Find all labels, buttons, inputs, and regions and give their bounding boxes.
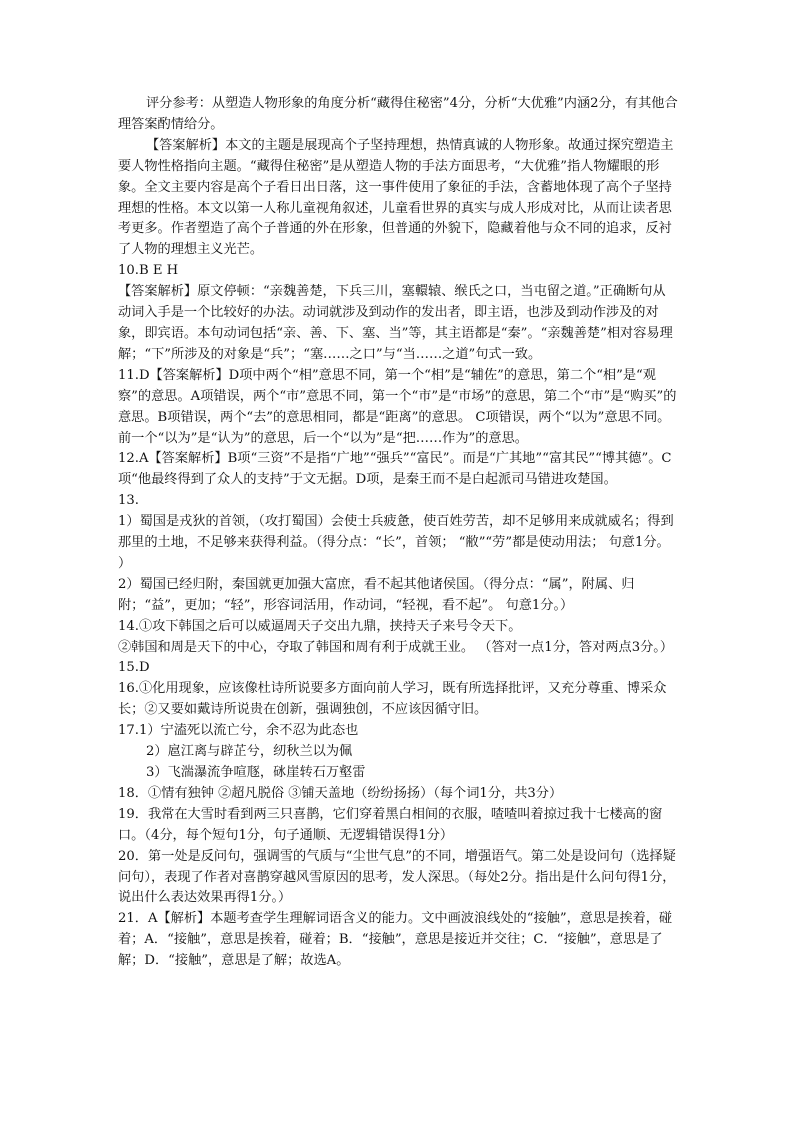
answer-17-line-1: 17.1）宁溘死以流亡兮，余不忍为此态也 [118, 723, 359, 739]
answer-analysis-10: 【答案解析】原文停顿：“亲魏善楚，下兵三川，塞轘辕、缑氏之口，当屯留之道。”正确断句从动词入手是一个比较好的办法。动词就涉及到动作的发出者，即主语，也涉及到动作涉及的对象，即宾语。本句动词包括“亲、善、下、塞、当”等，其主语都是“秦”。“亲魏善楚”相对容易理解；“下”所涉及的对象是“兵”；“塞……之口”与“当……之道”句式一致。 [118, 284, 673, 362]
answer-13-part-2: 2）蜀国已经归附，秦国就更加强大富庶，看不起其他诸侯国。（得分点：“属”，附属、归附；“益”，更加；“轻”，形容词活用，作动词，“轻视，看不起”。 句意1分。） [118, 576, 635, 613]
answer-14-point-1: 14.①攻下韩国之后可以威逼周天子交出九鼎，挟持天子来号令天下。 [118, 618, 522, 634]
answer-21: 21．A【解析】本题考查学生理解词语含义的能力。文中画波浪线处的“接触”，意思是挨着，碰着；A．“接触”，意思是挨着，碰着；B．“接触”，意思是接近并交往；C．“接触”，意思是了解；D．“接触”，意思是了解；故选A。 [118, 911, 673, 969]
answer-12: 12.A【答案解析】B项“三资”不是指“广地”“强兵”“富民”。而是“广其地”“富其民”“博其德”。C项“他最终得到了众人的支持”于文无据。D项，是秦王而不是白起派司马错进攻楚国。 [118, 451, 672, 488]
answer-analysis-9: 【答案解析】本文的主题是展现高个子坚持理想，热情真诚的人物形象。故通过探究塑造主要人物性格指向主题。“藏得住秘密”是从塑造人物的手法方面思考，“大优雅”指人物耀眼的形象。全文主要内容是高个子看日出日落，这一事件使用了象征的手法，含蓄地体现了高个子坚持理想的性格。本文以第一人称儿童视角叙述，儿童看世界的真实与成人形成对比，从而让读者思考更多。作者塑造了高个子普通的外在形象，但普通的外貌下，隐藏着他与众不同的追求，反衬了人物的理想主义光芒。 [118, 137, 674, 258]
answer-17-line-3: 3）飞湍瀑流争喧豗，砯崖转石万壑雷 [146, 765, 366, 780]
answer-18: 18．①情有独钟 ②超凡脱俗 ③铺天盖地（纷纷扬扬）（每个词1分，共3分） [118, 785, 563, 801]
answer-19: 19．我常在大雪时看到两三只喜鹊，它们穿着黑白相间的衣服，喳喳叫着掠过我十七楼高的窗口。（4分，每个短句1分，句子通顺、无逻辑错误得1分） [118, 806, 663, 843]
answer-20: 20．第一处是反问句，强调雪的气质与“尘世气息”的不同，增强语气。第二处是设问句（选择疑问句），表现了作者对喜鹊穿越风雪原因的思考，发人深思。（每处2分。指出是什么问句得1分，说出什么表达效果再得1分。） [118, 848, 676, 906]
answer-13-heading: 13. [118, 493, 139, 509]
answer-key-page [118, 94, 678, 972]
answer-11: 11.D【答案解析】D项中两个“相”意思不同，第一个“相”是“辅佐”的意思，第二个“相”是“观察”的意思。A项错误，两个“市”意思不同，第一个“市”是“市场”的意思，第二个“市”是“购买”的意思。B项错误，两个“去”的意思相同，都是“距离”的意思。 C项错误，两个“以为”意思不同。前一个“以为”是“认为”的意思，后一个“以为”是“把……作为”的意思。 [118, 367, 677, 446]
answer-10: 10.B E H [118, 263, 179, 279]
answer-15: 15.D [118, 660, 150, 676]
answer-13-part-1: 1）蜀国是戎狄的首领，（攻打蜀国）会使士兵疲惫，使百姓劳苦，却不足够用来成就威名；得到那里的土地，不足够来获得利益。（得分点：“长”，首领； “敝”“劳”都是使动用法； 句意1分。 ） [118, 514, 674, 571]
scoring-reference: 评分参考：从塑造人物形象的角度分析“藏得住秘密”4分，分析“大优雅”内涵2分，有其他合理答案酌情给分。 [118, 96, 678, 132]
answer-14-point-2: ②韩国和周是天下的中心，夺取了韩国和周有利于成就王业。 （答对一点1分，答对两点3分。） [118, 639, 674, 655]
answer-17-line-2: 2）扈江离与辟芷兮，纫秋兰以为佩 [146, 744, 353, 760]
answer-16: 16.①化用现象，应该像杜诗所说要多方面向前人学习，既有所选择批评，又充分尊重、博采众长；②又要如戴诗所说贵在创新，强调独创，不应该因循守旧。 [118, 681, 667, 718]
